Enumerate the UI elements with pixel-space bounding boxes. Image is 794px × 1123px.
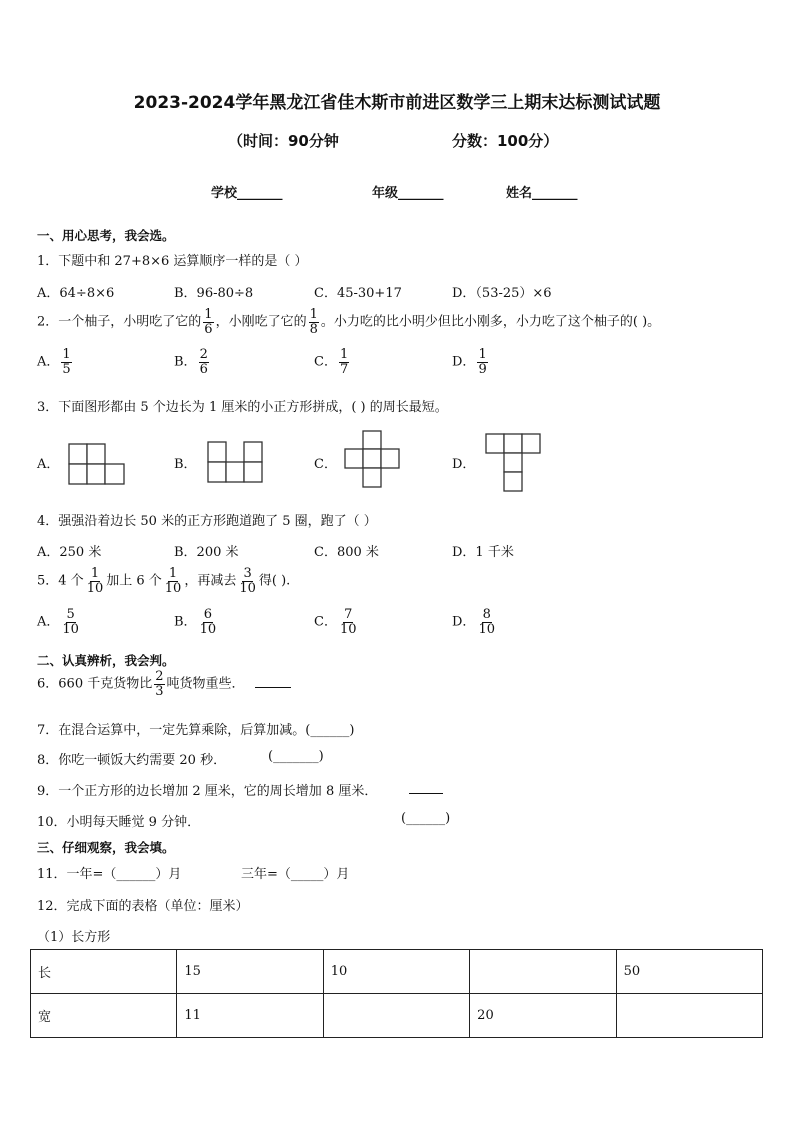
option-label: C． <box>314 354 337 370</box>
rectangle-table <box>30 949 763 1038</box>
option-label: B． <box>174 354 197 370</box>
q5-fraction-3 <box>238 567 257 595</box>
option-label: C． <box>314 614 337 630</box>
q6-answer-blank[interactable] <box>255 687 291 688</box>
numerator: 3 <box>243 566 252 581</box>
q2-fraction-1 <box>203 308 213 336</box>
denominator: 10 <box>199 621 217 637</box>
question-2 <box>37 308 660 336</box>
numerator: 2 <box>155 669 164 684</box>
numerator: 1 <box>339 347 349 362</box>
table-cell[interactable] <box>616 994 762 1038</box>
q2-fraction-2 <box>309 308 319 336</box>
q1-option-b[interactable]: B．96-80÷8 <box>174 286 254 301</box>
q2-option-b[interactable] <box>174 348 211 376</box>
q5-option-c[interactable] <box>314 608 360 636</box>
denominator: 3 <box>155 683 164 699</box>
denominator: 10 <box>86 580 104 596</box>
question-12: 12．完成下面的表格（单位：厘米） <box>37 899 249 914</box>
q8-answer-blank[interactable]: (_______) <box>268 749 324 764</box>
q4-option-d[interactable]: D．1 千米 <box>452 545 514 560</box>
question-9: 9．一个正方形的边长增加 2 厘米，它的周长增加 8 厘米． <box>37 784 378 799</box>
denominator: 7 <box>339 361 349 377</box>
question-5 <box>37 567 290 595</box>
denominator: 10 <box>478 621 495 637</box>
q6-text-pre: 6．660 千克货物比 <box>37 676 153 692</box>
question-1: 1．下题中和 27+8×6 运算顺序一样的是（ ） <box>37 254 308 269</box>
denominator: 8 <box>309 321 318 337</box>
q2-text-mid: ，小刚吃了它的 <box>215 314 307 330</box>
exam-time: （时间：90分钟 <box>228 132 339 150</box>
table-cell: 11 <box>177 994 323 1038</box>
denominator: 9 <box>478 361 487 377</box>
option-label: D． <box>452 614 476 630</box>
table-cell: 50 <box>616 950 762 994</box>
name-field[interactable]: 姓名_______ <box>506 186 578 201</box>
q5-text-2: 加上 6 个 <box>106 573 162 589</box>
option-label: A． <box>37 354 60 370</box>
shape-c-diagram <box>344 430 400 488</box>
q1-option-c[interactable]: C．45-30+17 <box>314 286 402 301</box>
numerator: 2 <box>199 347 208 362</box>
question-8: 8．你吃一顿饭大约需要 20 秒． <box>37 753 227 768</box>
q4-option-b[interactable]: B．200 米 <box>174 545 239 560</box>
table-cell: 20 <box>470 994 616 1038</box>
q2-option-d[interactable] <box>452 348 490 376</box>
table-cell: 宽 <box>31 994 177 1038</box>
q4-option-a[interactable]: A．250 米 <box>37 545 102 560</box>
numerator: 1 <box>168 566 178 581</box>
q10-answer-blank[interactable]: (______) <box>401 811 451 826</box>
table-cell: 15 <box>177 950 323 994</box>
q2-option-c[interactable] <box>314 348 351 376</box>
numerator: 8 <box>482 607 491 622</box>
page-title: 2023-2024学年黑龙江省佳木斯市前进区数学三上期末达标测试试题 <box>133 93 661 113</box>
denominator: 6 <box>199 361 208 377</box>
denominator: 5 <box>62 361 71 377</box>
table-cell: 10 <box>323 950 469 994</box>
q6-text-post: 吨货物重些． <box>166 676 245 692</box>
question-11-part-a: 11．一年=（______）月 <box>37 867 182 882</box>
section-heading-3: 三、仔细观察，我会填。 <box>37 840 175 855</box>
numerator: 1 <box>90 566 100 581</box>
q1-option-a[interactable]: A．64÷8×6 <box>37 286 115 301</box>
option-label: D． <box>452 354 476 370</box>
section-heading-2: 二、认真辨析，我会判。 <box>37 653 175 668</box>
question-10: 10．小明每天睡觉 9 分钟． <box>37 815 201 830</box>
q3-option-b[interactable]: B． <box>174 457 197 472</box>
q2-text-post: 。小力吃的比小明少但比小刚多，小力吃了这个柚子的( )。 <box>320 314 661 330</box>
question-12-subheading: （1）长方形 <box>37 930 111 945</box>
denominator: 10 <box>239 580 256 596</box>
grade-field[interactable]: 年级_______ <box>372 186 444 201</box>
numerator: 6 <box>203 607 212 622</box>
exam-score: 分数：100分） <box>452 132 559 150</box>
q6-fraction <box>154 670 164 698</box>
q5-fraction-2 <box>164 567 183 595</box>
numerator: 1 <box>478 347 487 362</box>
option-label: B． <box>174 614 197 630</box>
table-cell: 长 <box>31 950 177 994</box>
numerator: 5 <box>66 607 75 622</box>
q1-option-d[interactable]: D．（53-25）×6 <box>452 286 552 301</box>
shape-a-diagram <box>68 443 126 485</box>
q3-option-d[interactable]: D． <box>452 457 476 472</box>
q3-option-c[interactable]: C． <box>314 457 337 472</box>
q2-option-a[interactable] <box>37 348 74 376</box>
denominator: 6 <box>204 321 213 337</box>
numerator: 1 <box>204 307 213 322</box>
denominator: 10 <box>62 621 79 637</box>
question-3: 3．下面图形都由 5 个边长为 1 厘米的小正方形拼成，( ) 的周长最短。 <box>37 400 448 415</box>
denominator: 10 <box>164 580 182 596</box>
question-4: 4．强强沿着边长 50 米的正方形跑道跑了 5 圈，跑了（ ） <box>37 514 377 529</box>
table-row <box>31 994 763 1038</box>
q4-option-c[interactable]: C．800 米 <box>314 545 379 560</box>
q5-text-1: 5．4 个 <box>37 573 84 589</box>
q5-option-b[interactable] <box>174 608 219 636</box>
q5-option-d[interactable] <box>452 608 498 636</box>
school-field[interactable]: 学校_______ <box>211 186 283 201</box>
q5-text-4: 得( ). <box>258 573 291 589</box>
q5-text-3: ，再减去 <box>184 573 237 589</box>
table-cell[interactable] <box>470 950 616 994</box>
q2-text-pre: 2．一个柚子，小明吃了它的 <box>37 314 202 330</box>
section-heading-1: 一、用心思考，我会选。 <box>37 228 175 243</box>
shape-b-diagram <box>207 441 263 483</box>
numerator: 1 <box>309 307 318 322</box>
numerator: 1 <box>62 347 71 362</box>
table-cell[interactable] <box>323 994 469 1038</box>
question-7: 7．在混合运算中，一定先算乘除，后算加减。(______) <box>37 723 355 738</box>
denominator: 10 <box>339 621 357 637</box>
question-6 <box>37 670 291 698</box>
q3-option-a[interactable]: A． <box>37 457 60 472</box>
q5-fraction-1 <box>86 567 105 595</box>
q9-answer-blank[interactable] <box>409 793 443 794</box>
q5-option-a[interactable] <box>37 608 82 636</box>
shape-d-diagram <box>485 433 542 493</box>
question-11-part-b: 三年=（_____）月 <box>241 867 350 882</box>
numerator: 7 <box>344 607 353 622</box>
option-label: A． <box>37 614 60 630</box>
table-row <box>31 950 763 994</box>
